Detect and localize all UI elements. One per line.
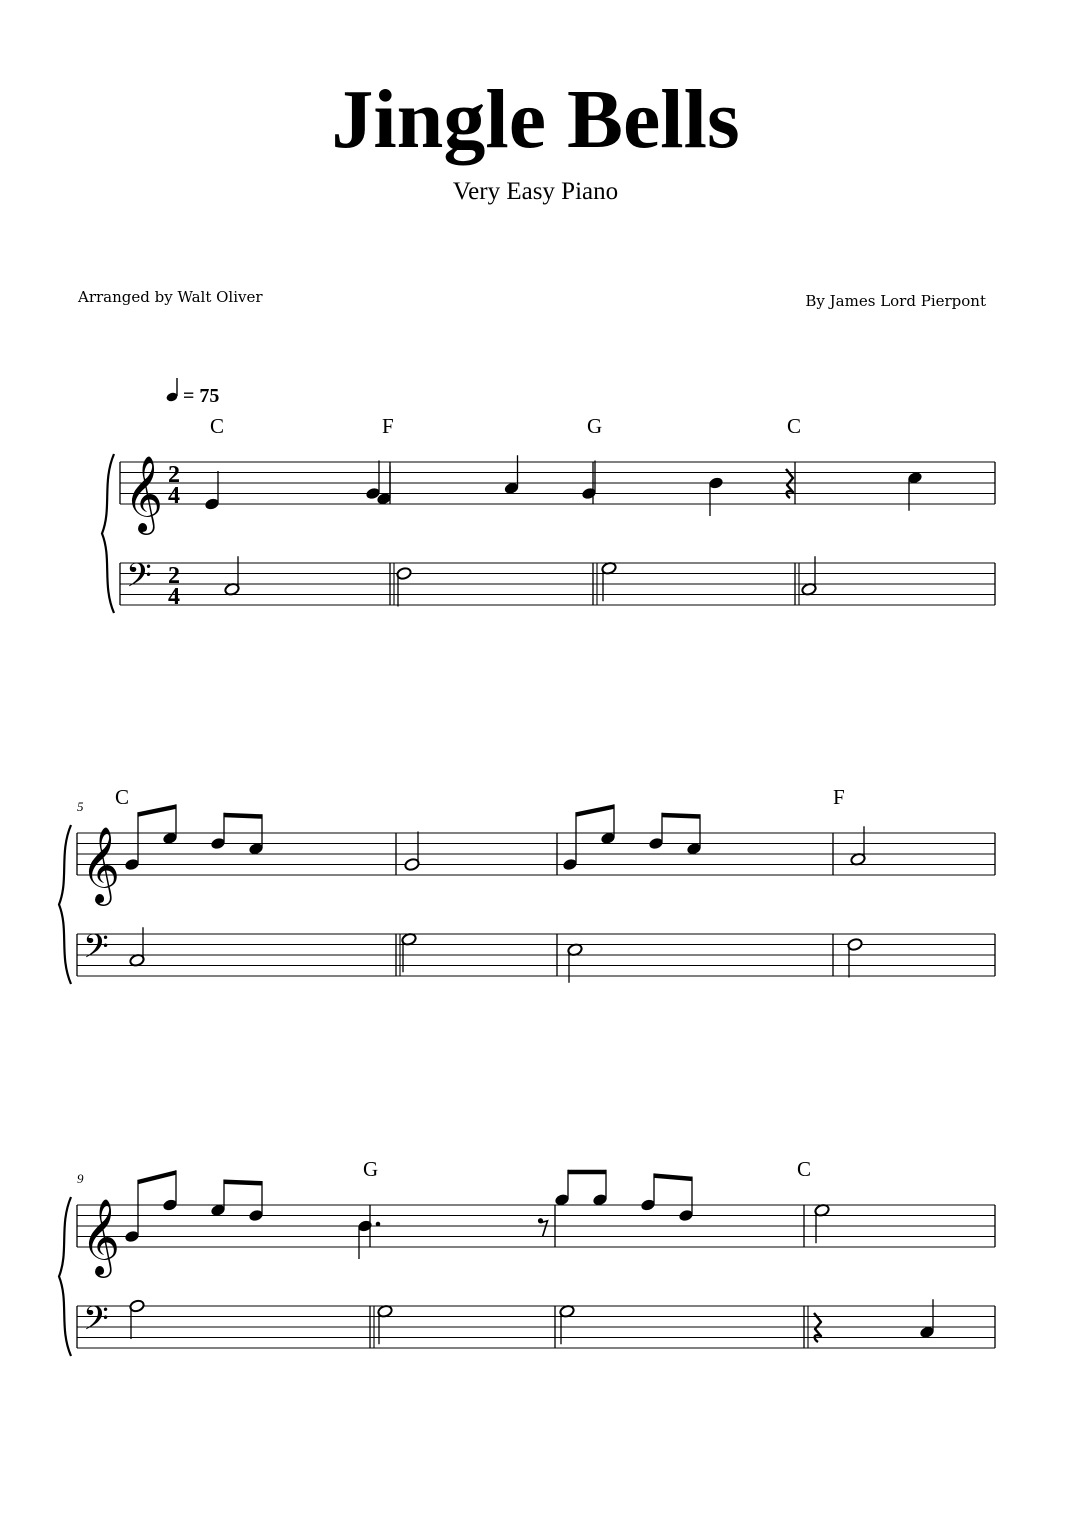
time-signature-top: 2 (168, 563, 180, 589)
note-beam (224, 1179, 262, 1185)
dot-icon (376, 1222, 381, 1227)
bass-clef-icon: 𝄢 (83, 1300, 109, 1346)
measure-number: 5 (77, 799, 84, 814)
measure-number: 9 (77, 1171, 84, 1186)
note-beam (138, 1170, 176, 1184)
note-beam (224, 813, 262, 819)
grand-staff-brace (102, 454, 114, 613)
treble-clef-icon: 𝄞 (124, 455, 164, 532)
chord-symbol: F (833, 785, 845, 809)
time-signature-bottom: 4 (168, 483, 180, 509)
chord-symbol: C (210, 414, 225, 438)
chord-symbol: C (787, 414, 802, 438)
chord-symbol: C (797, 1157, 812, 1181)
tempo-marking: = 75 (183, 385, 220, 407)
treble-clef-icon: 𝄞 (81, 826, 121, 903)
bass-clef-icon: 𝄢 (83, 928, 109, 974)
chord-symbol: G (587, 414, 603, 438)
chord-symbol: F (382, 414, 394, 438)
score-subtitle: Very Easy Piano (452, 178, 619, 205)
grand-staff-brace (59, 1197, 71, 1356)
arranger-credit: Arranged by Walt Oliver (78, 288, 263, 306)
note-beam (654, 1173, 692, 1181)
composer-credit: By James Lord Pierpont (805, 292, 986, 310)
bass-clef-icon: 𝄢 (126, 557, 152, 603)
note-beam (568, 1170, 606, 1175)
treble-clef-icon: 𝄞 (81, 1198, 121, 1275)
time-signature-bottom: 4 (168, 584, 180, 610)
score-title: Jingle Bells (331, 73, 740, 166)
chord-symbol: G (363, 1157, 379, 1181)
time-signature-top: 2 (168, 462, 180, 488)
note-beam (576, 804, 614, 816)
note-beam (138, 804, 176, 816)
chord-symbol: C (115, 785, 130, 809)
note-beam (662, 813, 700, 819)
eighth-rest (541, 1221, 548, 1237)
grand-staff-brace (59, 825, 71, 984)
